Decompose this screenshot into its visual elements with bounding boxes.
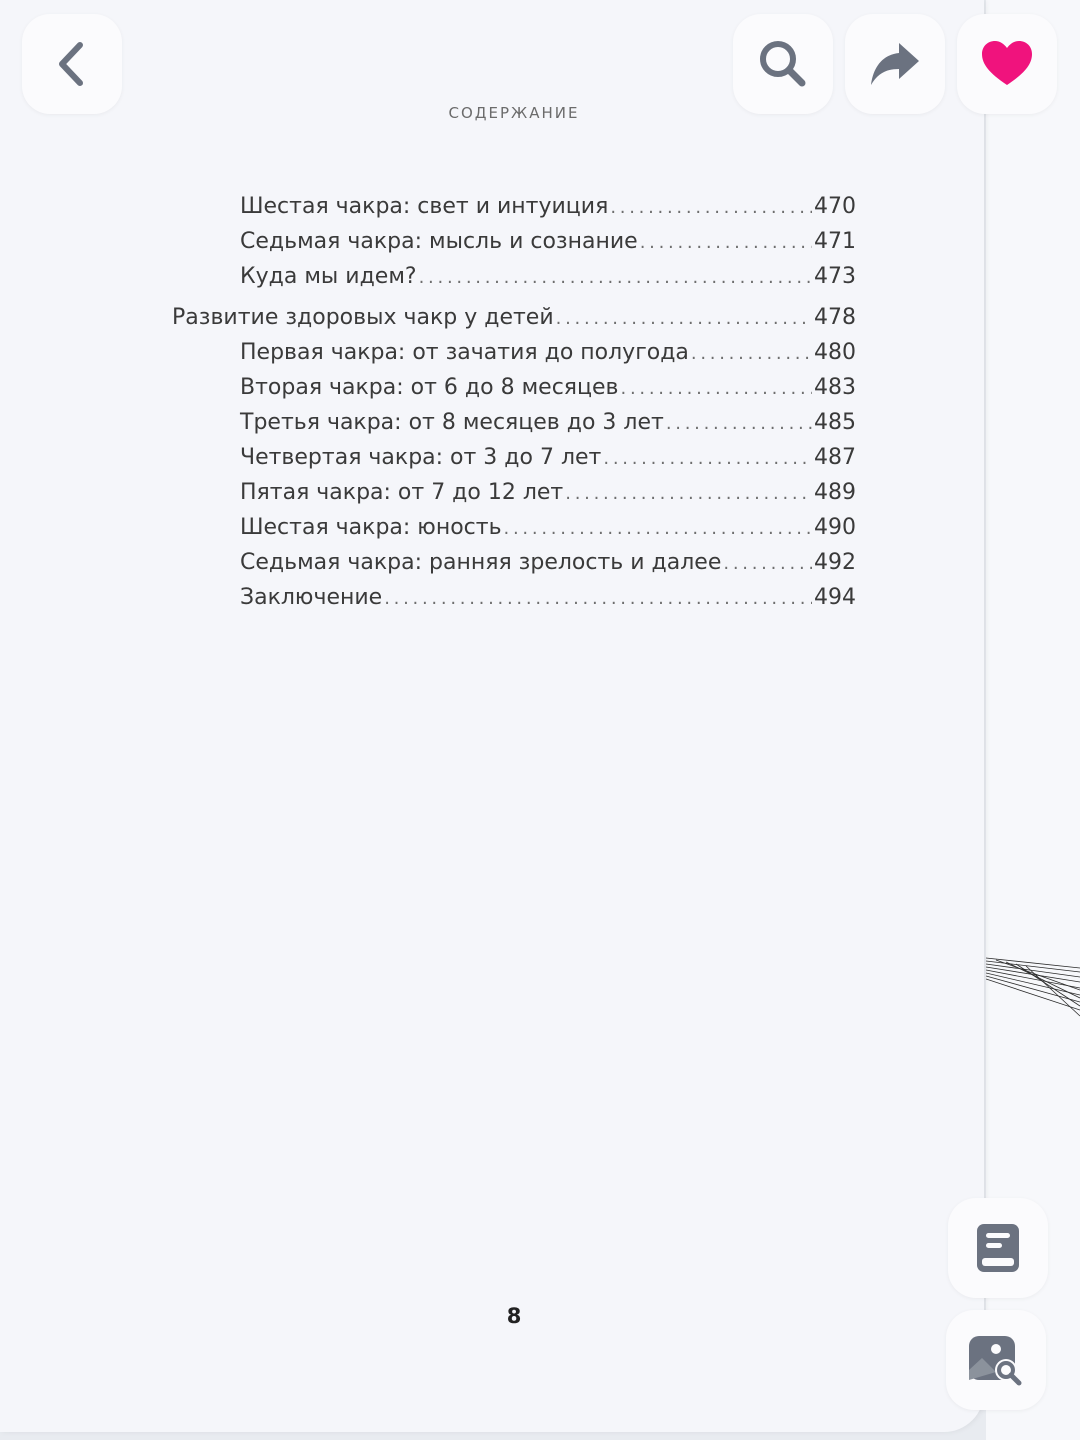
toc-entry-title: Седьмая чакра: ранняя зрелость и далее bbox=[240, 550, 722, 575]
toc-leader-dots bbox=[556, 302, 812, 336]
toc-entry[interactable] bbox=[240, 441, 856, 475]
toc-section-entry[interactable] bbox=[172, 301, 856, 335]
toc-entry-title: Первая чакра: от зачатия до полугода bbox=[240, 340, 689, 365]
chevron-left-icon bbox=[52, 39, 92, 89]
toc-entry[interactable] bbox=[240, 336, 856, 370]
toc-entry-page: 473 bbox=[814, 264, 856, 289]
toc-entry[interactable] bbox=[240, 476, 856, 510]
back-button[interactable] bbox=[22, 14, 122, 114]
toc-entry-title: Заключение bbox=[240, 585, 383, 610]
toc-entry-title: Пятая чакра: от 7 до 12 лет bbox=[240, 480, 564, 505]
toc-entry[interactable] bbox=[240, 406, 856, 440]
toc-entry[interactable] bbox=[240, 511, 856, 545]
toc-leader-dots bbox=[610, 191, 812, 225]
toc-entry-page: 483 bbox=[814, 375, 856, 400]
toc-entry-page: 485 bbox=[814, 410, 856, 435]
search-icon bbox=[755, 36, 811, 92]
toc-leader-dots bbox=[723, 547, 812, 581]
toc-leader-dots bbox=[640, 226, 812, 260]
favorite-button[interactable] bbox=[957, 14, 1057, 114]
toc-entry[interactable] bbox=[240, 581, 856, 615]
share-arrow-icon bbox=[867, 39, 923, 89]
contents-button[interactable] bbox=[948, 1198, 1048, 1298]
toc-entry-page: 478 bbox=[814, 305, 856, 330]
page-number: 8 bbox=[506, 1304, 522, 1328]
toc-entry-title: Шестая чакра: юность bbox=[240, 515, 502, 540]
toc-entry-title: Шестая чакра: свет и интуиция bbox=[240, 194, 609, 219]
toc-entry-page: 487 bbox=[814, 445, 856, 470]
toc-leader-dots bbox=[384, 582, 812, 616]
image-search-icon bbox=[966, 1332, 1026, 1388]
toc-entry-title: Седьмая чакра: мысль и сознание bbox=[240, 229, 638, 254]
toc-entry[interactable] bbox=[240, 260, 856, 294]
toc-entry-page: 471 bbox=[814, 229, 856, 254]
book-icon bbox=[972, 1220, 1024, 1276]
toc-entry[interactable] bbox=[240, 225, 856, 259]
next-page-illustration bbox=[986, 930, 1080, 1040]
search-button[interactable] bbox=[733, 14, 833, 114]
toc-entry[interactable] bbox=[240, 546, 856, 580]
toc-leader-dots bbox=[691, 337, 812, 371]
toc-entry-page: 489 bbox=[814, 480, 856, 505]
toc-leader-dots bbox=[603, 442, 812, 476]
toc-entry-title: Вторая чакра: от 6 до 8 месяцев bbox=[240, 375, 619, 400]
toc-entry[interactable] bbox=[240, 371, 856, 405]
toc-leader-dots bbox=[666, 407, 812, 441]
share-button[interactable] bbox=[845, 14, 945, 114]
image-search-button[interactable] bbox=[946, 1310, 1046, 1410]
toc-entry[interactable] bbox=[240, 190, 856, 224]
toc-leader-dots bbox=[504, 512, 812, 546]
running-head: СОДЕРЖАНИЕ bbox=[448, 104, 580, 122]
toc-entry-title: Развитие здоровых чакр у детей bbox=[172, 305, 554, 330]
toc-entry-page: 480 bbox=[814, 340, 856, 365]
toc-leader-dots bbox=[565, 477, 812, 511]
toc-entry-page: 492 bbox=[814, 550, 856, 575]
toc-entry-title: Третья чакра: от 8 месяцев до 3 лет bbox=[240, 410, 664, 435]
toc-leader-dots bbox=[419, 261, 812, 295]
toc-entry-page: 494 bbox=[814, 585, 856, 610]
toc-entry-page: 470 bbox=[814, 194, 856, 219]
toc-entry-page: 490 bbox=[814, 515, 856, 540]
toc-leader-dots bbox=[621, 372, 812, 406]
toc-entry-title: Четвертая чакра: от 3 до 7 лет bbox=[240, 445, 602, 470]
toc-entry-title: Куда мы идем? bbox=[240, 264, 417, 289]
heart-icon bbox=[979, 39, 1035, 89]
